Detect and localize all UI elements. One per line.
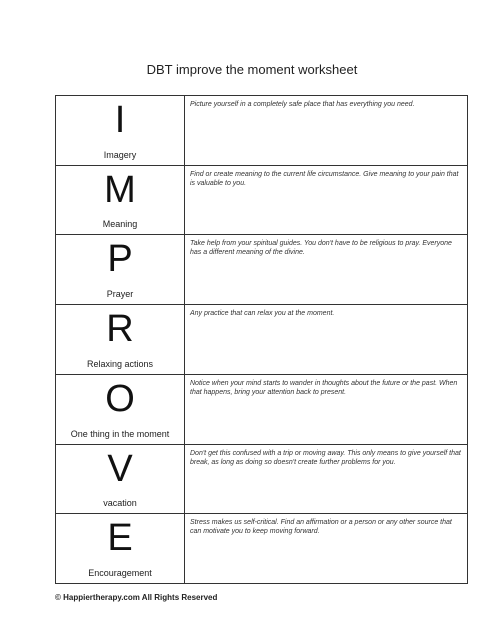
skill-description: Don't get this confused with a trip or moving away. This only means to give yourself that break, as long as doing so doesn't create further problems for you. xyxy=(190,449,461,466)
acronym-letter: P xyxy=(107,238,133,281)
skill-description: Take help from your spiritual guides. You don't have to be religious to pray. Everyone has a different meaning of the divine. xyxy=(190,240,452,257)
skill-name: Imagery xyxy=(103,149,137,160)
worksheet-title: DBT improve the moment worksheet xyxy=(146,62,358,77)
skill-name: Prayer xyxy=(106,289,134,300)
table-row-meaning xyxy=(56,165,467,235)
table-row-prayer xyxy=(56,234,467,304)
skill-description: Picture yourself in a completely safe place that has everything you need. xyxy=(190,101,415,108)
skill-name: vacation xyxy=(103,498,137,509)
table-row-relaxing-actions xyxy=(56,304,467,374)
letter-cell xyxy=(56,514,185,583)
letter-cell xyxy=(56,166,185,235)
improve-table xyxy=(55,95,468,584)
letter-cell xyxy=(56,235,185,304)
table-row-vacation xyxy=(56,444,467,514)
acronym-letter: R xyxy=(106,308,134,351)
letter-cell xyxy=(56,96,185,165)
skill-description: Find or create meaning to the current life circumstance. Give meaning to your pain that is valuable to you. xyxy=(190,170,459,187)
acronym-letter: I xyxy=(114,99,126,141)
letter-cell xyxy=(56,445,185,514)
skill-description: Stress makes us self-critical. Find an affirmation or a person or any other source that can motivate you to keep moving forward. xyxy=(190,519,452,536)
skill-name: Encouragement xyxy=(88,568,152,579)
table-row-imagery xyxy=(56,96,467,165)
letter-cell xyxy=(56,375,185,444)
skill-name: Meaning xyxy=(102,219,138,230)
letter-cell xyxy=(56,305,185,374)
copyright-footer: © Happiertherapy.com All Rights Reserved xyxy=(55,593,218,602)
acronym-letter: V xyxy=(107,447,133,490)
acronym-letter: M xyxy=(104,168,136,211)
skill-description: Any practice that can relax you at the moment. xyxy=(190,310,335,318)
skill-name: Relaxing actions xyxy=(86,358,154,369)
acronym-letter: O xyxy=(105,377,135,420)
acronym-letter: E xyxy=(107,517,133,560)
table-row-encouragement xyxy=(56,513,467,583)
skill-description: Notice when your mind starts to wander in thoughts about the future or the past. When that happens, bring your attention back to present. xyxy=(190,379,458,396)
table-row-one-thing xyxy=(56,374,467,444)
skill-name: One thing in the moment xyxy=(70,428,170,439)
